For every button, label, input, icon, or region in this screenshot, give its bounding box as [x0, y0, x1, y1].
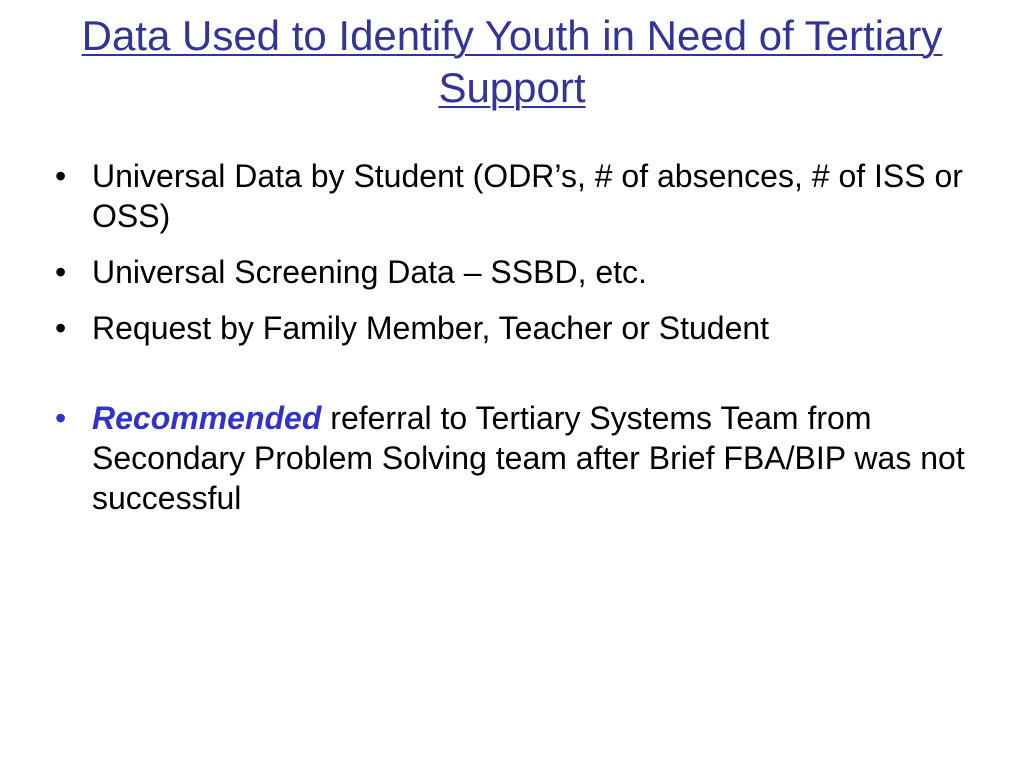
bullet-icon: •: [55, 158, 67, 194]
bullet-item-screening-data: [55, 252, 980, 292]
bullet-item-request: [55, 308, 980, 348]
bullet-text: Universal Data by Student (ODR’s, # of absences, # of ISS or OSS): [92, 158, 963, 234]
bullet-icon: •: [55, 400, 67, 436]
bullet-icon: •: [55, 254, 67, 290]
bullet-text: Request by Family Member, Teacher or Student: [92, 310, 770, 346]
bullet-text: Universal Screening Data – SSBD, etc.: [92, 254, 647, 290]
bullet-text: referral to Tertiary Systems Team from Secondary Problem Solving team after Brief FBA/BIP was not successful: [92, 400, 965, 516]
recommended-emphasis: Recommended: [92, 400, 322, 436]
bullet-item-recommended-referral: [55, 398, 980, 518]
bullet-icon: •: [55, 310, 67, 346]
bullet-item-universal-data: [55, 156, 980, 236]
bullet-list: [55, 156, 980, 534]
slide-title: Data Used to Identify Youth in Need of Tertiary Support: [81, 12, 943, 111]
